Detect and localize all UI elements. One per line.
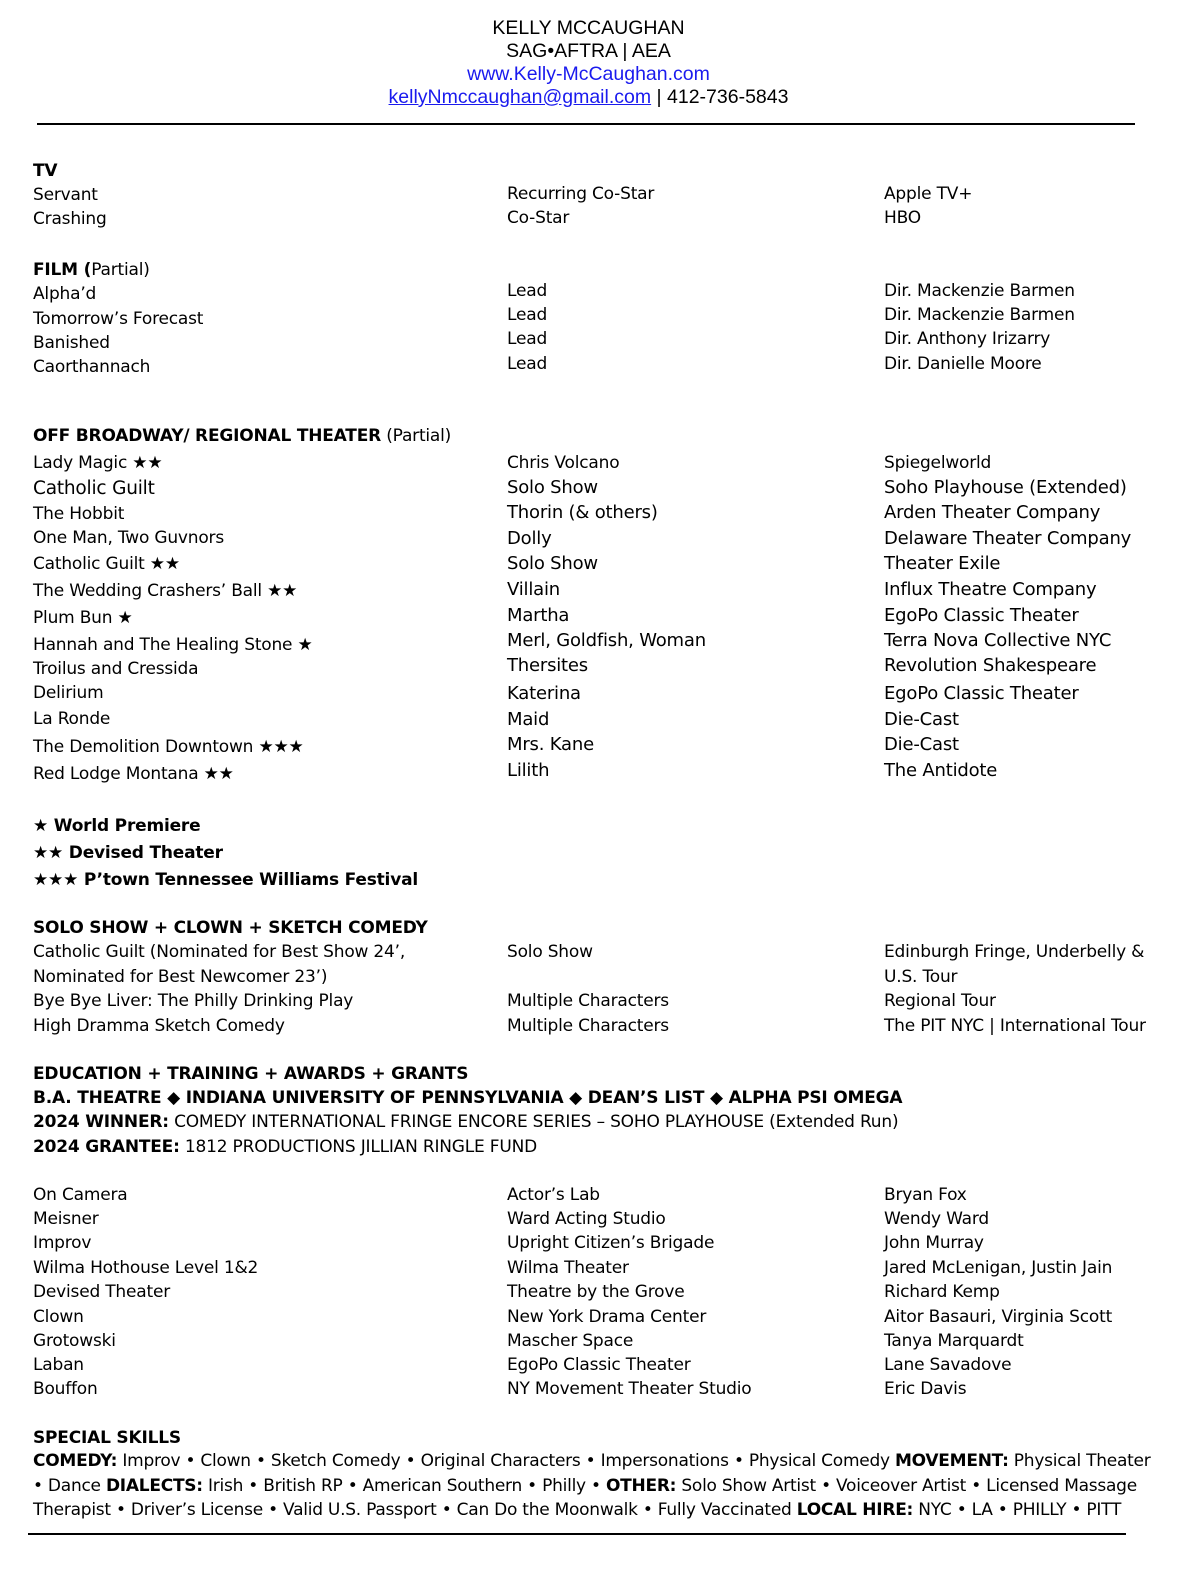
tv-title: Crashing <box>33 209 107 229</box>
skills-heading: SPECIAL SKILLS <box>33 1428 181 1448</box>
grant-text: 1812 PRODUCTIONS JILLIAN RINGLE FUND <box>179 1137 537 1157</box>
solo-role: Multiple Characters <box>507 991 669 1011</box>
theater-company: Die-Cast <box>884 734 959 755</box>
film-title: Tomorrow’s Forecast <box>33 309 204 329</box>
training-subject: On Camera <box>33 1185 128 1205</box>
training-studio: Mascher Space <box>507 1331 634 1351</box>
tv-network: Apple TV+ <box>884 184 973 204</box>
training-studio: EgoPo Classic Theater <box>507 1355 691 1375</box>
theater-show: Plum Bun ★ <box>33 608 133 628</box>
training-studio: Ward Acting Studio <box>507 1209 666 1229</box>
training-subject: Devised Theater <box>33 1282 170 1302</box>
comedy-skills: Improv • Clown • Sketch Comedy • Original Characters • Impersonations • Physical Comedy <box>117 1451 895 1471</box>
award-label: 2024 WINNER: <box>33 1112 169 1132</box>
phone-number: 412-736-5843 <box>667 86 789 108</box>
training-teacher: Wendy Ward <box>884 1209 989 1229</box>
film-director: Dir. Mackenzie Barmen <box>884 305 1075 325</box>
tv-network: HBO <box>884 208 921 228</box>
theater-role: Martha <box>507 605 570 626</box>
phone-separator: | <box>651 86 668 108</box>
theater-show: The Hobbit <box>33 504 125 524</box>
training-studio: Wilma Theater <box>507 1258 629 1278</box>
training-subject: Grotowski <box>33 1331 116 1351</box>
education-heading: EDUCATION + TRAINING + AWARDS + GRANTS <box>33 1064 469 1084</box>
training-teacher: Bryan Fox <box>884 1185 967 1205</box>
other-skills: Solo Show Artist • Voiceover Artist • Licensed Massage Therapist • Driver’s License • Valid U.S. Passport • Can Do the Moonwalk • Fully Vaccinated <box>33 1475 1137 1520</box>
theater-role: Solo Show <box>507 477 598 498</box>
theater-heading-label: OFF BROADWAY/ REGIONAL THEATER <box>33 426 382 446</box>
theater-heading <box>33 425 451 447</box>
solo-heading: SOLO SHOW + CLOWN + SKETCH COMEDY <box>33 918 428 938</box>
film-heading-label: FILM ( <box>33 260 92 280</box>
training-subject: Wilma Hothouse Level 1&2 <box>33 1258 259 1278</box>
film-director: Dir. Mackenzie Barmen <box>884 281 1075 301</box>
training-subject: Meisner <box>33 1209 99 1229</box>
award-text: COMEDY INTERNATIONAL FRINGE ENCORE SERIES – SOHO PLAYHOUSE (Extended Run) <box>168 1112 899 1132</box>
film-role: Lead <box>507 329 548 349</box>
other-label: OTHER: <box>605 1475 677 1496</box>
theater-heading-note: (Partial) <box>381 426 452 446</box>
film-director: Dir. Anthony Irizarry <box>884 329 1051 349</box>
theater-company: Theater Exile <box>884 553 1001 574</box>
theater-company: Spiegelworld <box>884 453 992 473</box>
training-studio: NY Movement Theater Studio <box>507 1379 752 1399</box>
actor-name: KELLY MCCAUGHAN <box>492 17 685 39</box>
theater-company: Terra Nova Collective NYC <box>884 630 1112 651</box>
film-heading <box>33 259 150 281</box>
education-award <box>33 1111 898 1133</box>
theater-show: Catholic Guilt <box>33 478 155 499</box>
theater-role: Chris Volcano <box>507 453 620 473</box>
theater-company: EgoPo Classic Theater <box>884 683 1079 704</box>
resume-header <box>0 17 1177 109</box>
theater-company: Die-Cast <box>884 709 959 730</box>
training-teacher: Jared McLenigan, Justin Jain <box>884 1258 1113 1278</box>
theater-company: The Antidote <box>884 760 998 781</box>
dialects-skills: Irish • British RP • American Southern • Philly • <box>202 1475 606 1496</box>
film-title: Caorthannach <box>33 357 151 377</box>
film-director: Dir. Danielle Moore <box>884 354 1042 374</box>
movement-label: MOVEMENT: <box>894 1451 1009 1471</box>
solo-title: Nominated for Best Newcomer 23’) <box>33 967 328 987</box>
tv-title: Servant <box>33 185 98 205</box>
education-grant <box>33 1136 537 1158</box>
theater-role: Dolly <box>507 528 552 549</box>
theater-role: Merl, Goldfish, Woman <box>507 630 706 651</box>
solo-title: Catholic Guilt (Nominated for Best Show 24’, <box>33 942 406 962</box>
training-subject: Laban <box>33 1355 84 1375</box>
training-studio: Upright Citizen’s Brigade <box>507 1233 715 1253</box>
solo-title: Bye Bye Liver: The Philly Drinking Play <box>33 991 354 1011</box>
theater-show: Red Lodge Montana ★★ <box>33 764 234 784</box>
theater-role: Thorin (& others) <box>507 502 658 523</box>
legend-devised-theater: ★★ Devised Theater <box>33 843 223 863</box>
theater-company: Influx Theatre Company <box>884 579 1097 600</box>
legend-world-premiere: ★ World Premiere <box>33 816 201 836</box>
theater-show: Hannah and The Healing Stone ★ <box>33 635 313 655</box>
training-teacher: John Murray <box>884 1233 984 1253</box>
film-heading-note: Partial) <box>91 260 150 280</box>
film-role: Lead <box>507 305 548 325</box>
theater-company: Soho Playhouse (Extended) <box>884 477 1127 498</box>
theater-role: Lilith <box>507 760 550 781</box>
union-affiliations: SAG•AFTRA | AEA <box>506 40 671 62</box>
solo-role: Multiple Characters <box>507 1016 669 1036</box>
training-teacher: Lane Savadove <box>884 1355 1012 1375</box>
tv-role: Co-Star <box>507 208 570 228</box>
local-hire-cities: NYC • LA • PHILLY • PITT <box>913 1500 1122 1520</box>
training-teacher: Eric Davis <box>884 1379 967 1399</box>
theater-role: Solo Show <box>507 553 598 574</box>
training-studio: New York Drama Center <box>507 1307 707 1327</box>
theater-role: Katerina <box>507 683 581 704</box>
theater-show: Lady Magic ★★ <box>33 453 163 473</box>
film-title: Alpha’d <box>33 284 97 304</box>
theater-show: One Man, Two Guvnors <box>33 528 224 548</box>
theater-role: Thersites <box>507 655 588 676</box>
training-studio: Actor’s Lab <box>507 1185 600 1205</box>
training-teacher: Aitor Basauri, Virginia Scott <box>884 1307 1113 1327</box>
website-link[interactable]: www.Kelly-McCaughan.com <box>467 63 710 85</box>
tv-heading: TV <box>33 161 58 181</box>
solo-title: High Dramma Sketch Comedy <box>33 1016 285 1036</box>
theater-company: Revolution Shakespeare <box>884 655 1097 676</box>
theater-role: Mrs. Kane <box>507 734 594 755</box>
solo-venue: U.S. Tour <box>884 967 958 987</box>
training-studio: Theatre by the Grove <box>507 1282 685 1302</box>
solo-role: Solo Show <box>507 942 593 962</box>
header-divider <box>37 123 1135 125</box>
theater-show: Delirium <box>33 683 104 703</box>
solo-venue: Regional Tour <box>884 991 996 1011</box>
training-teacher: Tanya Marquardt <box>884 1331 1024 1351</box>
film-title: Banished <box>33 333 110 353</box>
solo-venue: The PIT NYC | International Tour <box>884 1016 1146 1036</box>
movement-skills: Physical Theater • Dance <box>33 1451 1151 1496</box>
solo-venue: Edinburgh Fringe, Underbelly & <box>884 942 1145 962</box>
local-hire-label: LOCAL HIRE: <box>796 1500 914 1520</box>
theater-show: The Demolition Downtown ★★★ <box>33 737 304 757</box>
film-role: Lead <box>507 281 548 301</box>
theater-show: The Wedding Crashers’ Ball ★★ <box>33 581 298 601</box>
theater-show: Troilus and Cressida <box>33 659 199 679</box>
theater-show: La Ronde <box>33 709 111 729</box>
comedy-label: COMEDY: <box>33 1451 118 1471</box>
skills-paragraph <box>33 1449 1158 1523</box>
theater-role: Maid <box>507 709 550 730</box>
theater-company: Delaware Theater Company <box>884 528 1132 549</box>
training-subject: Bouffon <box>33 1379 98 1399</box>
dialects-label: DIALECTS: <box>105 1475 203 1496</box>
legend-tennessee-williams-festival: ★★★ P’town Tennessee Williams Festival <box>33 870 418 890</box>
training-subject: Improv <box>33 1233 92 1253</box>
training-teacher: Richard Kemp <box>884 1282 1000 1302</box>
tv-role: Recurring Co-Star <box>507 184 655 204</box>
footer-divider <box>28 1533 1126 1535</box>
theater-show: Catholic Guilt ★★ <box>33 554 180 574</box>
film-role: Lead <box>507 354 548 374</box>
training-subject: Clown <box>33 1307 84 1327</box>
theater-company: EgoPo Classic Theater <box>884 605 1079 626</box>
education-degree: B.A. THEATRE ◆ INDIANA UNIVERSITY OF PENNSYLVANIA ◆ DEAN’S LIST ◆ ALPHA PSI OMEGA <box>33 1088 903 1108</box>
theater-role: Villain <box>507 579 560 600</box>
email-link[interactable]: kellyNmccaughan@gmail.com <box>388 86 652 108</box>
theater-company: Arden Theater Company <box>884 502 1101 523</box>
grant-label: 2024 GRANTEE: <box>33 1137 180 1157</box>
